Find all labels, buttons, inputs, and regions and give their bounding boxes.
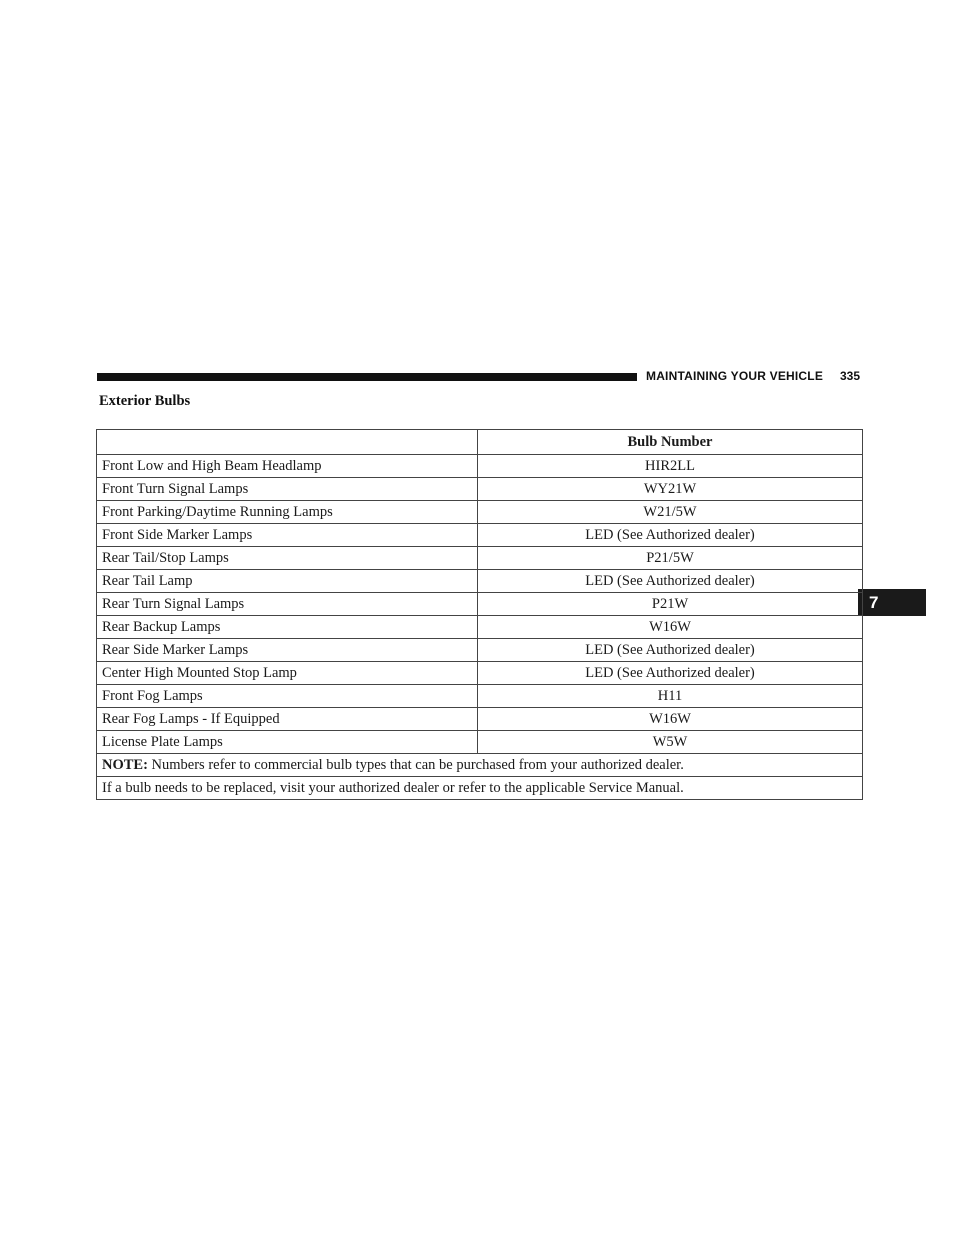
table-header-row [97,430,863,455]
table-row [97,685,863,708]
header-rule [97,373,637,381]
bulb-location-cell: Rear Backup Lamps [97,616,478,639]
table-row [97,593,863,616]
bulb-number-cell: LED (See Authorized dealer) [478,639,863,662]
bulb-number-cell: H11 [478,685,863,708]
footer-cell: If a bulb needs to be replaced, visit your authorized dealer or refer to the applicable Service Manual. [97,777,863,800]
bulb-location-cell: Center High Mounted Stop Lamp [97,662,478,685]
bulb-location-cell: Front Parking/Daytime Running Lamps [97,501,478,524]
page-number: 335 [840,369,861,383]
bulb-number-cell: W21/5W [478,501,863,524]
table-row [97,501,863,524]
bulb-location-cell: Rear Tail Lamp [97,570,478,593]
table-row [97,731,863,754]
bulb-number-cell: W5W [478,731,863,754]
bulb-location-cell: Rear Side Marker Lamps [97,639,478,662]
bulb-number-cell: P21/5W [478,547,863,570]
bulb-location-cell: Rear Fog Lamps - If Equipped [97,708,478,731]
table-row [97,570,863,593]
table-row [97,478,863,501]
table-row [97,662,863,685]
section-title: Exterior Bulbs [99,393,191,409]
table-row [97,524,863,547]
table-row [97,616,863,639]
bulb-number-cell: LED (See Authorized dealer) [478,570,863,593]
note-row [97,754,863,777]
bulbs-table [96,429,863,800]
bulb-number-cell: W16W [478,616,863,639]
bulb-number-cell: P21W [478,593,863,616]
chapter-tab: 7 [858,589,926,616]
note-label: NOTE: [102,756,148,773]
bulb-number-cell: WY21W [478,478,863,501]
bulb-location-cell: Rear Turn Signal Lamps [97,593,478,616]
table-row [97,547,863,570]
header-section-title: MAINTAINING YOUR VEHICLE [646,369,824,383]
table-row [97,708,863,731]
table-row [97,455,863,478]
footer-row [97,777,863,800]
bulb-number-cell: LED (See Authorized dealer) [478,524,863,547]
bulb-location-cell: Front Fog Lamps [97,685,478,708]
table-row [97,639,863,662]
bulb-number-cell: HIR2LL [478,455,863,478]
note-text: Numbers refer to commercial bulb types that can be purchased from your authorized dealer. [151,756,684,773]
bulb-location-cell: Rear Tail/Stop Lamps [97,547,478,570]
table-header-bulb-number: Bulb Number [478,430,863,455]
note-cell [97,754,863,777]
table-header-item [97,430,478,455]
bulb-number-cell: W16W [478,708,863,731]
bulb-location-cell: Front Side Marker Lamps [97,524,478,547]
bulb-location-cell: License Plate Lamps [97,731,478,754]
bulb-location-cell: Front Low and High Beam Headlamp [97,455,478,478]
bulb-number-cell: LED (See Authorized dealer) [478,662,863,685]
bulb-location-cell: Front Turn Signal Lamps [97,478,478,501]
